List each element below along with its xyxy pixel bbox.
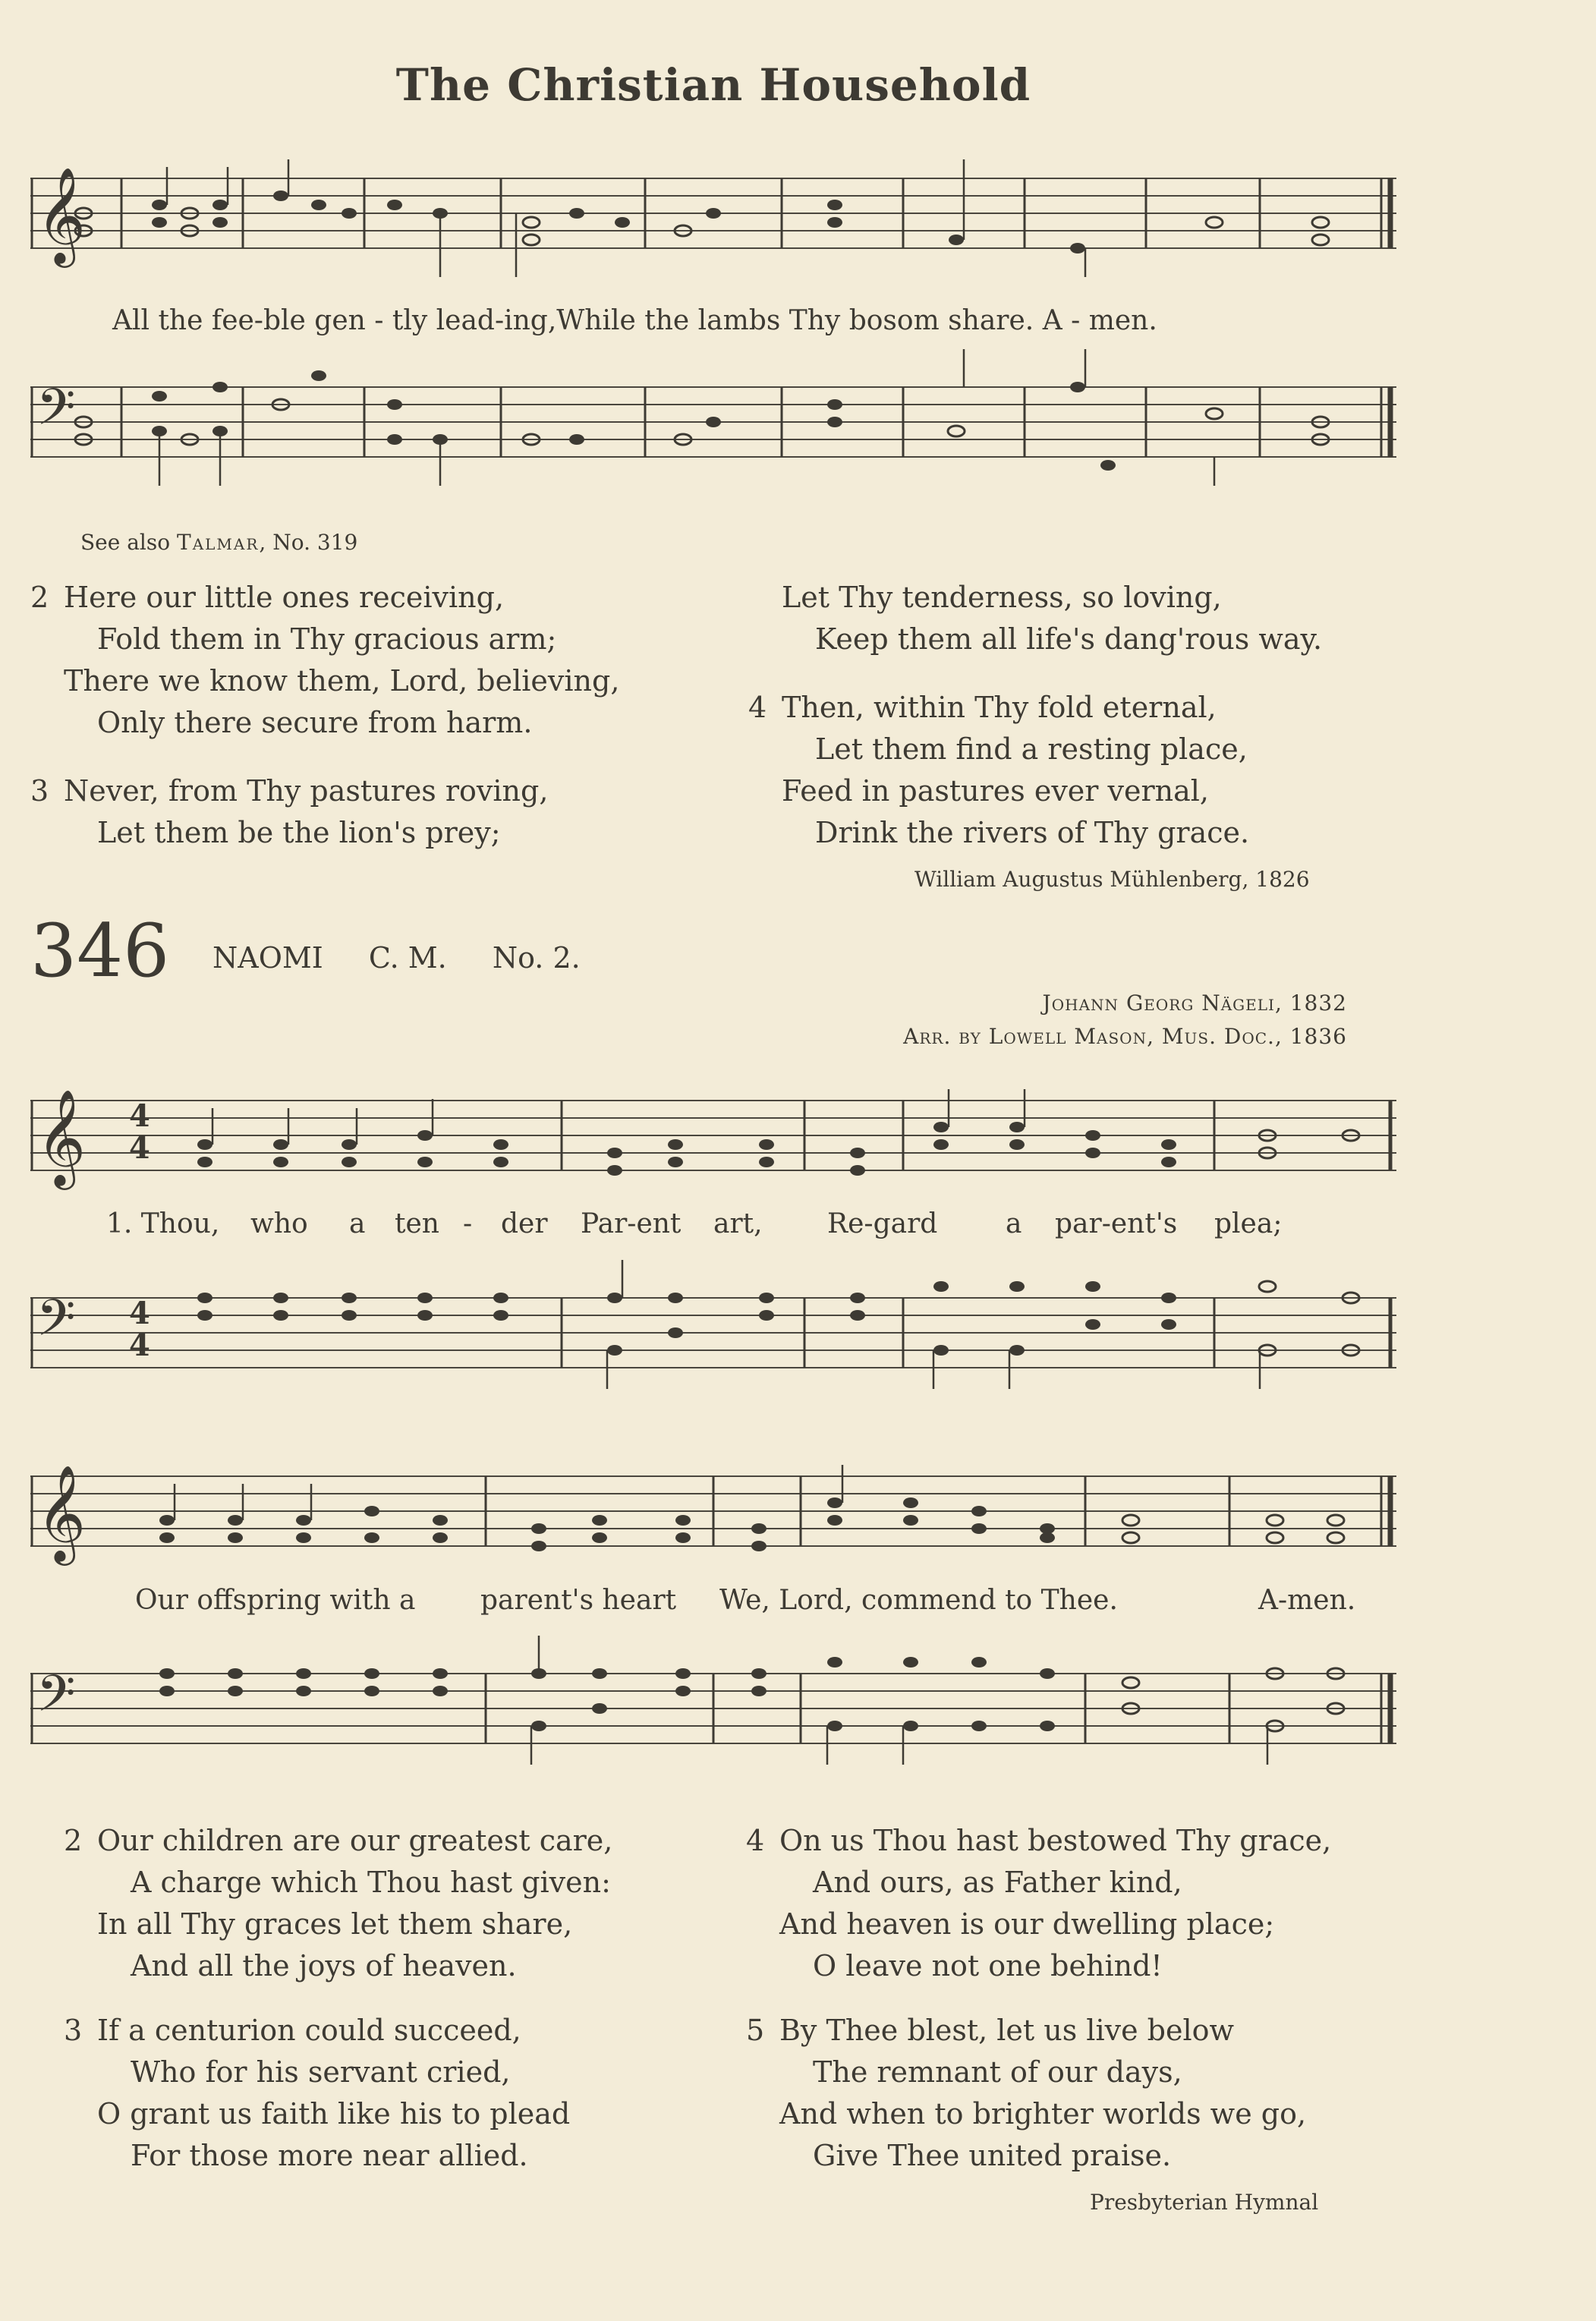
arranger: Arr. by Lowell Mason, Mus. Doc., 1836 — [903, 1024, 1347, 1049]
hymn-345-bass-staff — [30, 379, 1396, 486]
lyric-syllable: 1. Thou, — [106, 1208, 220, 1239]
verse-number: 2 — [64, 1824, 83, 1857]
tune-meter: C. M. — [368, 941, 447, 975]
lyric-syllable: plea; — [1214, 1208, 1283, 1239]
tune-header — [212, 941, 617, 975]
verse-line: Let Thy tenderness, so loving, — [782, 581, 1222, 614]
hymn-346-lyrics-line-1 — [106, 1208, 1396, 1246]
verse-line: 4 On us Thou hast bestowed Thy grace, — [746, 1820, 1331, 1862]
hymn-346-lyrics-line-2 — [135, 1585, 1395, 1623]
see-also-reference: See also Talmar, No. 319 — [80, 530, 358, 555]
lyric-syllable: a — [1006, 1208, 1022, 1239]
hymn-346-verse-2 — [64, 1820, 612, 1987]
verse-number: 4 — [746, 1824, 765, 1857]
lyric-syllable: Re-gard — [827, 1208, 938, 1239]
see-also-prefix: See also — [80, 530, 171, 555]
verse-line: The remnant of our days, — [813, 2055, 1182, 2089]
hymn-346-verse-4 — [746, 1820, 1331, 1987]
verse-number: 5 — [746, 2014, 765, 2047]
svg-text:4: 4 — [129, 1098, 150, 1134]
hymn-345-verse-3 — [30, 770, 548, 854]
verse-number: 2 — [30, 581, 49, 614]
hymn-346-verse-5 — [746, 2010, 1306, 2177]
hymn-346-verse-3 — [64, 2010, 570, 2177]
lyric-phrase: parent's heart — [480, 1585, 677, 1616]
lyric-phrase: Our offspring with a — [135, 1585, 416, 1616]
verse-line: Who for his servant cried, — [131, 2055, 511, 2089]
verse-line: In all Thy graces let them share, — [97, 1907, 573, 1941]
verse-line: 4 Then, within Thy fold eternal, — [748, 687, 1249, 729]
verse-line: Give Thee united praise. — [813, 2139, 1172, 2172]
verse-line: Let them find a resting place, — [815, 732, 1248, 766]
verse-line: 2 Here our little ones receiving, — [30, 577, 619, 619]
verse-line: Feed in pastures ever vernal, — [782, 774, 1210, 808]
verse-line: Drink the rivers of Thy grace. — [815, 816, 1250, 849]
lyric-syllable: Par-ent — [581, 1208, 682, 1239]
hymn-345-verse-4 — [748, 687, 1249, 854]
verse-line: For those more near allied. — [131, 2139, 528, 2172]
verse-line: There we know them, Lord, believing, — [64, 664, 620, 698]
lyric-syllable: der — [501, 1208, 548, 1239]
hymn-345-lyric-line: All the fee-ble gen - tly lead-ing,While the lambs Thy bosom share. A - men. — [112, 305, 1157, 336]
hymn-number: 346 — [30, 909, 170, 994]
see-also-tune: Talmar — [177, 530, 260, 555]
lyric-phrase: We, Lord, commend to Thee. — [719, 1585, 1118, 1616]
verse-line: O leave not one behind! — [813, 1949, 1163, 1982]
hymn-346-bass-staff-1 — [30, 1290, 1396, 1397]
lyric-syllable: who — [250, 1208, 308, 1239]
lyric-syllable: a — [349, 1208, 366, 1239]
svg-text:𝄞: 𝄞 — [36, 1464, 87, 1561]
hymn-345-verse-3-cont — [782, 577, 1322, 660]
svg-text:𝄢: 𝄢 — [36, 1289, 76, 1359]
verse-line: And when to brighter worlds we go, — [779, 2097, 1307, 2130]
verse-line: 3 If a centurion could succeed, — [64, 2010, 570, 2052]
verse-number: 3 — [30, 774, 49, 808]
verse-line: And heaven is our dwelling place; — [779, 1907, 1275, 1941]
hymn-345-author: William Augustus Mühlenberg, 1826 — [914, 867, 1310, 892]
verse-line: Let them be the lion's prey; — [97, 816, 501, 849]
composer-credit — [903, 987, 1347, 1053]
verse-number: 3 — [64, 2014, 83, 2047]
svg-text:𝄢: 𝄢 — [36, 1664, 76, 1735]
verse-line: Fold them in Thy gracious arm; — [97, 622, 557, 656]
lyric-syllable: - — [463, 1208, 473, 1239]
lyric-phrase: A-men. — [1258, 1585, 1356, 1616]
verse-line: Keep them all life's dang'rous way. — [815, 622, 1323, 656]
verse-line: Only there secure from harm. — [97, 706, 533, 739]
composer: Johann Georg Nägeli, 1832 — [1042, 990, 1347, 1016]
hymn-346-treble-staff-1 — [30, 1088, 1396, 1199]
svg-text:4: 4 — [129, 1296, 150, 1331]
lyric-syllable: ten — [395, 1208, 439, 1239]
hymn-345-verse-2 — [30, 577, 619, 744]
hymn-345-treble-staff — [30, 166, 1396, 277]
verse-line: 2 Our children are our greatest care, — [64, 1820, 612, 1862]
tune-name: NAOMI — [212, 941, 323, 975]
svg-text:4: 4 — [129, 1327, 150, 1363]
lyric-syllable: par-ent's — [1055, 1208, 1178, 1239]
svg-text:𝄞: 𝄞 — [36, 166, 87, 263]
verse-line: A charge which Thou hast given: — [131, 1866, 611, 1899]
verse-number: 4 — [748, 691, 767, 724]
svg-text:𝄞: 𝄞 — [36, 1088, 87, 1186]
hymn-346-source: Presbyterian Hymnal — [1090, 2190, 1319, 2215]
lyric-syllable: art, — [713, 1208, 763, 1239]
verse-line: And all the joys of heaven. — [131, 1949, 517, 1982]
tune-variant: No. 2. — [492, 941, 581, 975]
verse-line: O grant us faith like his to plead — [97, 2097, 571, 2130]
hymn-346-treble-staff-2 — [30, 1464, 1396, 1575]
see-also-number: No. 319 — [272, 530, 358, 555]
hymn-346-bass-staff-2 — [30, 1666, 1396, 1772]
verse-line: 3 Never, from Thy pastures roving, — [30, 770, 548, 812]
svg-text:𝄢: 𝄢 — [36, 378, 76, 449]
verse-line: 5 By Thee blest, let us live below — [746, 2010, 1306, 2052]
page-title: The Christian Household — [395, 59, 1031, 111]
verse-line: And ours, as Father kind, — [813, 1866, 1182, 1899]
svg-text:4: 4 — [129, 1130, 150, 1166]
